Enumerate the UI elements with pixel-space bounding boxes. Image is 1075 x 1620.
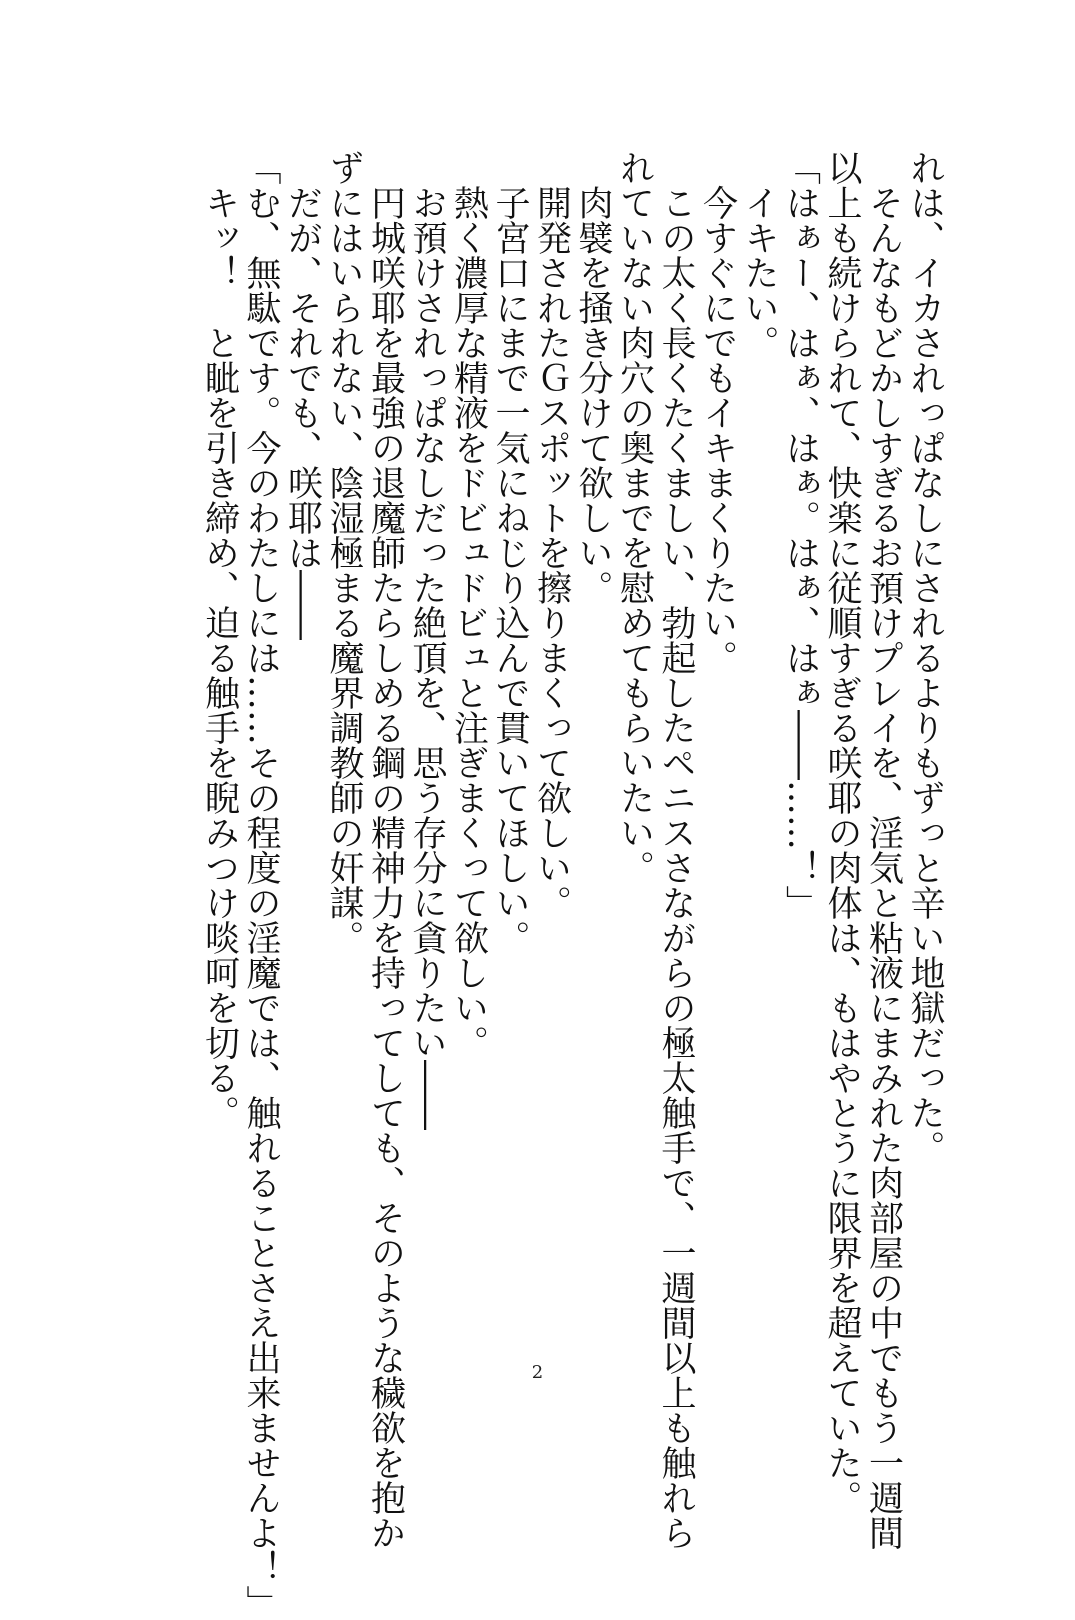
text-line: 今すぐにでもイキまくりたい。 xyxy=(697,150,738,675)
vertical-text-body xyxy=(130,150,945,1620)
page-number: 2 xyxy=(531,1362,544,1383)
text-line: イキたい。 xyxy=(739,150,779,360)
text-line: ずにはいられない、陰湿極まる魔界調教師の奸謀。 xyxy=(324,150,364,955)
text-line: 肉襞を掻き分けて欲しい。 xyxy=(573,150,613,605)
text-line: そんなもどかしすぎるお預けプレイを、淫気と粘液にまみれた肉部屋の中でもう一週間 xyxy=(863,150,904,1550)
text-line: お預けされっぱなしだった絶頂を、思う存分に貪りたい―― xyxy=(407,150,447,1130)
text-line: れていない肉穴の奥までを慰めてもらいたい。 xyxy=(614,150,655,885)
text-line: だが、それでも、咲耶は―― xyxy=(282,150,323,640)
text-line: 円城咲耶を最強の退魔師たらしめる鋼の精神力を持ってしても、そのような穢欲を抱か xyxy=(365,150,406,1550)
text-line: 「はぁー、はぁ、はぁ。はぁ、はぁ――……！」 xyxy=(780,150,821,920)
text-line: キッ！ と眦を引き締め、迫る触手を睨みつけ啖呵を切る。 xyxy=(199,150,240,1130)
text-line: れは、イカされっぱなしにされるよりもずっと辛い地獄だった。 xyxy=(905,150,945,1165)
text-line: 「む、無駄です。今のわたしには……その程度の淫魔では、触れることさえ出来ませんよ！」 xyxy=(241,150,281,1620)
text-line: この太く長くたくましい、勃起したペニスさながらの極太触手で、一週間以上も触れら xyxy=(656,150,696,1550)
text-line: 子宮口にまで一気にねじり込んで貫いてほしい。 xyxy=(490,150,530,955)
text-line: 以上も続けられて、快楽に従順すぎる咲耶の肉体は、もはやとうに限界を超えていた。 xyxy=(822,150,862,1515)
text-line: 開発されたＧスポットを擦りまくって欲しい。 xyxy=(531,150,572,920)
text-line: 熱く濃厚な精液をドビュドビュと注ぎまくって欲しい。 xyxy=(448,150,489,1060)
